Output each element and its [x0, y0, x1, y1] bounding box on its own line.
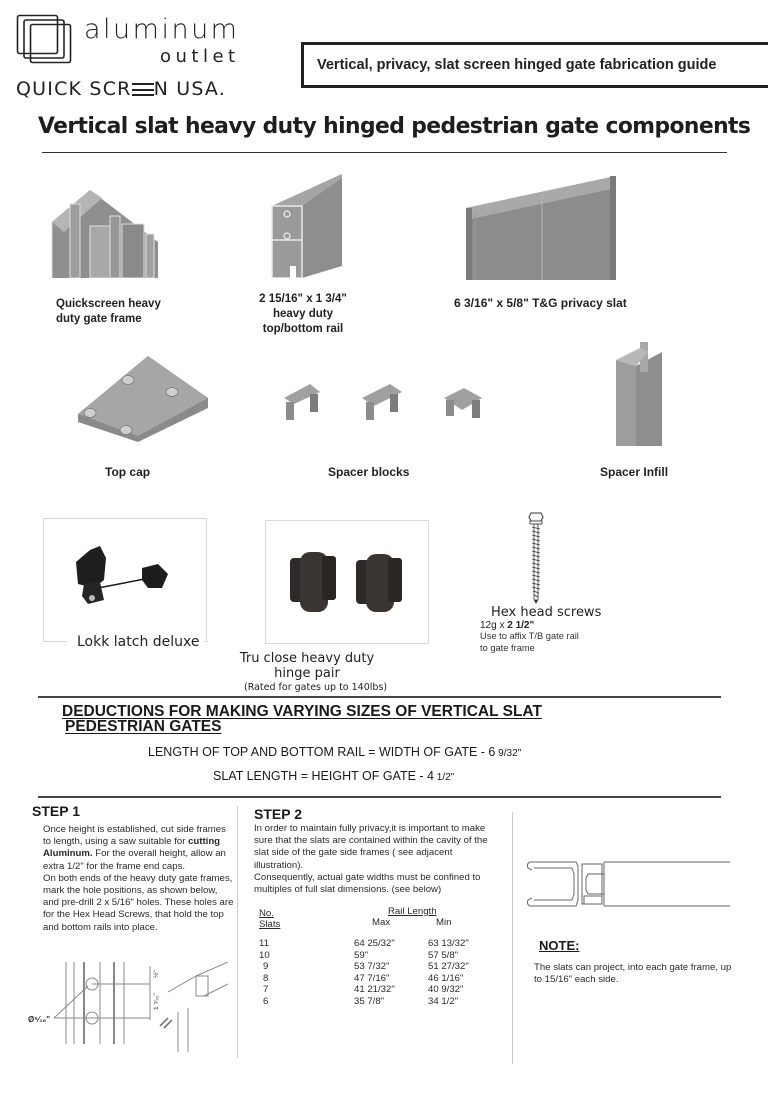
spacer-block-icon — [444, 388, 484, 420]
cell-min: 40 9/32" — [428, 984, 464, 995]
hinge-label-line2: hinge pair — [274, 666, 340, 681]
rail-profile-icon — [270, 174, 346, 278]
step2-text — [254, 823, 504, 896]
step1-p1-b: For the overall height, allow an extra 1/2" for the frame end caps. — [43, 848, 226, 872]
hinge-label — [238, 651, 376, 681]
top-cap-label: Top cap — [105, 465, 151, 479]
screws-size — [480, 620, 534, 631]
cell-max: 47 7/16" — [354, 972, 390, 984]
step1-p1-bold: cutting Aluminum. — [43, 836, 221, 860]
screws-size-value: 2 1/2" — [507, 620, 535, 631]
table-row — [252, 984, 512, 996]
deductions-title — [62, 704, 542, 734]
gate-frame-label-line1: Quickscreen heavy — [56, 298, 161, 310]
guide-title: Vertical, privacy, slat screen hinged gate fabrication guide — [317, 57, 717, 73]
rail-label-line2: heavy duty — [272, 308, 334, 320]
cell-slats: 9 — [263, 961, 269, 972]
svg-text:½": ½" — [153, 970, 160, 978]
cell-max: 59" — [354, 949, 369, 961]
logo-triple-bar-icon — [132, 83, 154, 96]
cell-max: 41 21/32" — [354, 984, 395, 995]
rail-formula-main: LENGTH OF TOP AND BOTTOM RAIL = WIDTH OF GATE - 6 — [148, 745, 496, 759]
step2-paragraph2: Consequently, actual gate widths must be confined to multiples of full slat dimensions. (see below) — [254, 871, 481, 896]
privacy-slat-icon — [466, 176, 618, 280]
step1-title: STEP 1 — [32, 803, 80, 819]
logo-text-outlet: outlet — [160, 46, 240, 67]
step1-p1-a: Once height is established, cut side frames to length, using a saw suitable for — [43, 824, 226, 848]
cell-min: 57 5/8" — [428, 949, 459, 961]
hinge-label-line1: Tru close heavy duty — [239, 651, 375, 666]
step1-paragraph1 — [43, 824, 235, 873]
logo-text-aluminum: aluminum — [84, 14, 240, 45]
table-row — [252, 996, 512, 1008]
logo-squares-icon — [16, 14, 74, 64]
cell-max: 35 7/8" — [354, 995, 385, 1007]
latch-icon — [70, 544, 170, 606]
spacer-block-icon — [284, 384, 324, 420]
screws-size-prefix: 12g x — [480, 620, 508, 631]
cell-slats: 10 — [259, 949, 270, 961]
cell-max: 64 25/32" — [354, 938, 395, 949]
hinge-rating: (Rated for gates up to 140lbs) — [244, 682, 388, 693]
cell-slats: 7 — [263, 984, 269, 995]
rail-label-line3: top/bottom rail — [262, 323, 344, 335]
table-header-max: Max — [372, 917, 391, 928]
title-divider — [42, 152, 727, 153]
rail-formula-frac: 9/32" — [495, 748, 522, 759]
frame-cross-section-diagram — [526, 860, 730, 908]
guide-title-box — [301, 42, 768, 88]
logo-quick-screen — [16, 78, 226, 100]
step2-paragraph1: In order to maintain fully privacy,it is important to make sure that the slats are contained within the cavity of the slat side of the gate side frames ( see adjacent illustration). — [254, 823, 488, 871]
deductions-title-gates: GATES — [169, 718, 222, 735]
latch-label: Lokk latch deluxe — [73, 634, 204, 650]
step1-paragraph2: On both ends of the heavy duty gate frames, mark the hole positions, as shown below, and pre-drill 2 x 5/16" holes. These holes are for the Hex Head Screws, that hold the top and bottom rails into place. — [43, 872, 234, 933]
slat-label: 6 3/16" x 5/8" T&G privacy slat — [454, 296, 627, 310]
cell-min: 51 27/32" — [428, 961, 469, 972]
deductions-title-line1: DEDUCTIONS FOR MAKING VARYING SIZES OF VERTICAL SLAT — [62, 703, 542, 720]
table-header-slats: No. Slats — [259, 908, 281, 930]
cell-min: 63 13/32" — [428, 938, 469, 949]
note-title: NOTE: — [539, 938, 580, 953]
logo-quick-suffix: N USA. — [153, 78, 227, 100]
top-cap-icon — [76, 354, 210, 444]
spacer-infill-label: Spacer Infill — [600, 465, 669, 479]
gate-frame-label — [56, 297, 161, 327]
cell-min: 46 1/16" — [428, 972, 464, 984]
slat-formula-main: SLAT LENGTH = HEIGHT OF GATE - 4 — [213, 769, 434, 783]
table-header-min: Min — [436, 917, 452, 928]
hole-diameter-label: Ø⁵⁄₁₆" — [28, 1015, 51, 1024]
table-row — [252, 961, 512, 973]
slat-formula-frac: 1/2" — [434, 772, 455, 783]
note-text: The slats can project, into each gate frame, up to 15/16" each side. — [534, 962, 732, 986]
rail-label-line1: 2 15/16" x 1 3/4" — [259, 293, 347, 305]
cell-slats: 6 — [263, 995, 269, 1007]
cell-max: 53 7/32" — [354, 961, 390, 972]
hole-position-diagram — [28, 962, 228, 1054]
column-divider — [237, 806, 238, 1058]
latch-frame-edge — [43, 641, 67, 642]
step1-text — [43, 824, 235, 934]
logo-quick-prefix: QUICK SCR — [16, 78, 132, 100]
slat-length-formula — [213, 769, 454, 783]
step2-title: STEP 2 — [254, 806, 302, 822]
table-body — [252, 938, 512, 1007]
hex-screw-icon — [528, 511, 544, 605]
cell-slats: 8 — [263, 972, 269, 984]
spacer-block-icon — [362, 384, 404, 420]
hinge-icon — [286, 550, 412, 614]
column-divider — [512, 812, 513, 1064]
screws-desc — [480, 631, 579, 654]
page-title: Vertical slat heavy duty hinged pedestrian gate components — [38, 113, 751, 139]
deductions-title-line2 — [62, 719, 542, 734]
gate-frame-profile-icon — [50, 186, 160, 278]
table-header-rail-length: Rail Length — [388, 906, 437, 917]
spacer-infill-icon — [614, 342, 666, 446]
section-divider — [38, 696, 721, 698]
cell-min: 34 1/2" — [428, 995, 459, 1007]
table-row — [252, 938, 512, 950]
screws-desc-line2: to gate frame — [480, 642, 535, 653]
gate-frame-label-line2: duty gate frame — [56, 313, 142, 325]
deductions-title-pedestrian: PEDESTRIAN — [65, 718, 165, 735]
screws-title: Hex head screws — [491, 605, 602, 620]
rail-length-formula — [148, 745, 521, 759]
spacer-blocks-label: Spacer blocks — [328, 465, 410, 479]
svg-text:1 ⁵⁄₃₂": 1 ⁵⁄₃₂" — [153, 993, 160, 1010]
rail-label — [240, 292, 366, 337]
screws-desc-line1: Use to affix T/B gate rail — [480, 631, 579, 641]
section-divider — [38, 796, 721, 798]
table-row — [252, 950, 512, 962]
cell-slats: 11 — [259, 938, 269, 949]
table-row — [252, 973, 512, 985]
